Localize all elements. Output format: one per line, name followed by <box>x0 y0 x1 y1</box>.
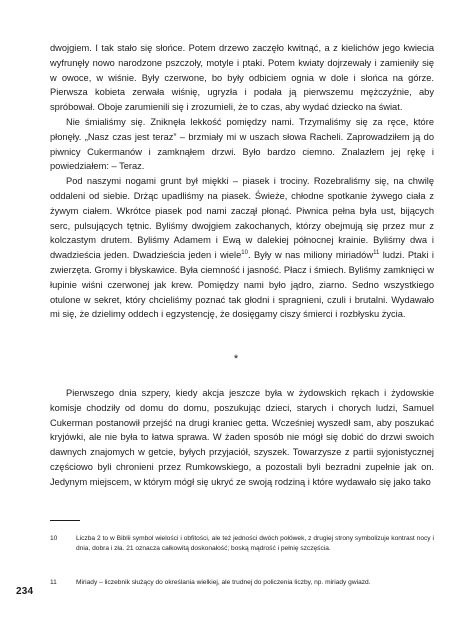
footnote-ref-11[interactable]: 11 <box>373 250 380 257</box>
footnote-text: Miriady – liczebnik służący do określania wielkiej, ale trudnej do policzenia liczby, np. miriady gwiazd. <box>76 579 371 586</box>
main-text-continued <box>50 386 434 490</box>
section-separator: * <box>233 353 239 365</box>
paragraph: Nie śmialiśmy się. Zniknęła lekkość pomiędzy nami. Trzymaliśmy się za ręce, które płonęły. „Nasz czas jest teraz” – brzmiały mi w uszach słowa Racheli. Zaprowadziłem ją do piwnicy Cukermanów i zamknąłem drzwi. Było bardzo ciemno. Znalazłem jej rękę i powiedziałem: – Teraz. <box>50 116 434 172</box>
main-text <box>50 41 434 322</box>
footnote-divider <box>50 520 80 521</box>
paragraph: Pierwszego dnia szpery, kiedy akcja jeszcze była w żydowskich rękach i żydowskie komisje chodziły od domu do domu, poszukując dzieci, starych i chorych ludzi, Samuel Cukerman postanowił przejść na drugi kraniec getta. Wcześniej wyszedł sam, aby poszukać kryjówki, ale nie była to łatwa sprawa. W żaden sposób nie mógł się dobić do drzwi swoich dawnych znajomych w getcie, byłych przyjaciół, szyszek. Towarzysze z partii syjonistycznej częściowo byli chronieni przez Rumkowskiego, a pozostali byli bezradni zupełnie jak on. Jedynym miejscem, w którym mógł się ukryć ze swoją rodziną i które wydawało się jako tako <box>50 388 434 487</box>
page-number: 234 <box>16 586 34 597</box>
paragraph-text: ludzi. Ptaki i zwierzęta. Gromy i błyskawice. Była ciemność i jasność. Płacz i śmiech. Byliśmy zamknięci w łupinie wiśni czerwonej jak krew. Pomiędzy nami było jądro, ziarno. Sedno wszystkiego otulone w sekret, który chcieliśmy poznać tak głodni i spragnieni, czuli i brutalni. Wydawało mi się, że dzielimy oddech i egzystencję, że dosięgamy ciszy śmierci i rozbłysku życia. <box>50 250 434 320</box>
footnote-ref-10[interactable]: 10 <box>241 250 248 257</box>
paragraph-text: Pod naszymi nogami grunt był miękki – piasek i trociny. Rozebraliśmy się, na chwilę oddaleni od siebie. Drżąc upadliśmy na piasek. Świeże, chłodne spotkanie żywego ciała z żywym ciałem. Wkrótce piasek pod nami zaczął płonąć. Piwnica pełna była ust, bijących serc, pulsujących tętnic. Byliśmy dwojgiem zakochanych, którzy obejmują się przez mur z kolczastym drutem. Byliśmy Adamem i Ewą w dalekiej północnej krainie. Byliśmy dwa i dwadzieścia jeden. Dwadzieścia jeden i wiele <box>50 176 434 261</box>
footnote-number: 11 <box>50 579 57 586</box>
footnote-11 <box>50 578 434 588</box>
paragraph <box>50 174 434 322</box>
footnote-number: 10 <box>50 535 58 542</box>
footnote-text: Liczba 2 to w Biblii symbol wielości i obfitości, ale też jedności dwóch połówek, z drugiej strony symbolizuje kontrast nocy i dnia, dobra i zła. 21 oznacza całkowitą doskonałość; boską mądrość i pełnię szczęścia. <box>76 535 434 552</box>
paragraph-text: . Były w nas miliony miriadów <box>247 250 374 261</box>
footnote-10 <box>50 534 434 554</box>
paragraph: dwojgiem. I tak stało się słońce. Potem drzewo zaczęło kwitnąć, a z kielichów jego kwiecia wyfrunęły nowo narodzone pszczoły, motyle i ptaki. Potem kwiaty dojrzewały i zamieniły się w owoce, w wiśnie. Były czerwone, bo były odbiciem ognia w dole i słońca na górze. Pierwsza kobieta zerwała wiśnię, ugryzła i podała ją pierwszemu mężczyźnie, aby spróbował. Oboje zarumienili się i zrozumieli, że to czas, aby wydać dziecko na świat. <box>50 43 434 113</box>
